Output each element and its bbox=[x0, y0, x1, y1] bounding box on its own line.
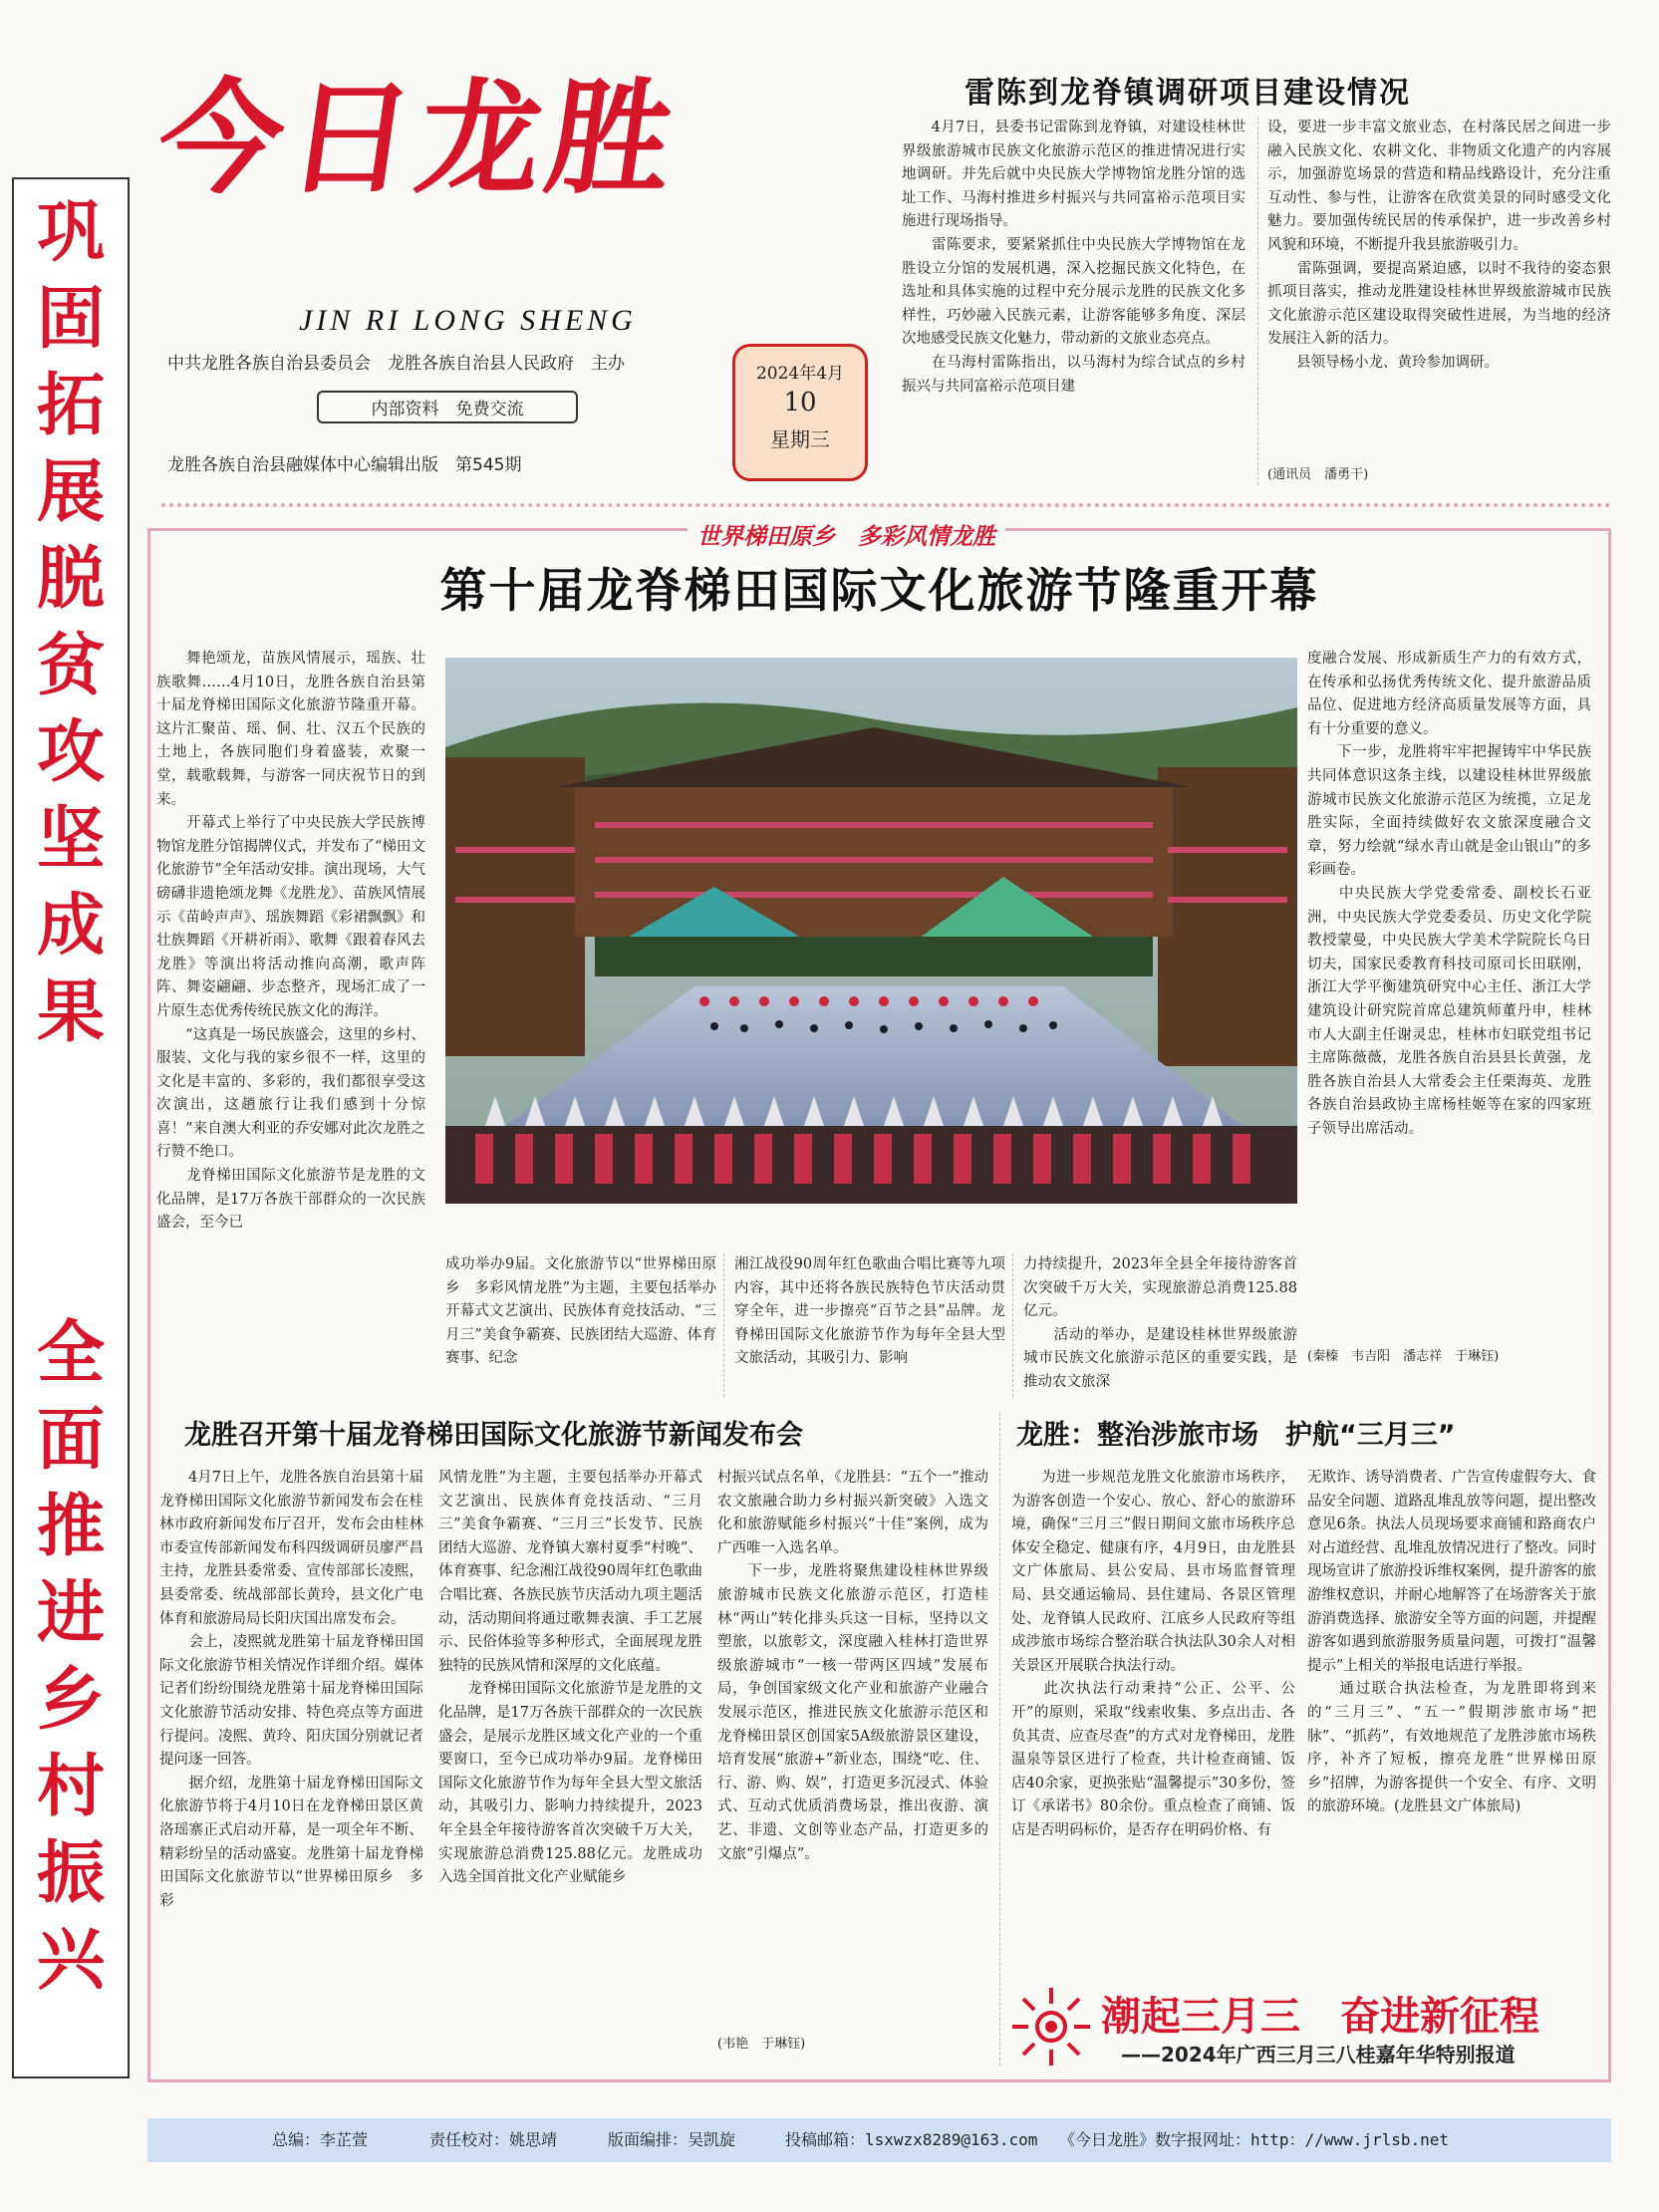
feature-col-m2: 湘江战役90周年红色歌曲合唱比赛等九项内容，其中还将各族民族特色节庆活动贯穿全年，进一步擦亮“百节之县”品牌。龙脊梯田国际文化旅游节作为每年全县大型文旅活动，其吸引力、影响 bbox=[734, 1256, 1005, 1367]
column-divider bbox=[999, 1413, 1000, 2066]
promo-subtitle: ——2024年广西三月三八桂嘉年华特别报道 bbox=[1121, 2043, 1516, 2067]
top-article-col2: 设，要进一步丰富文旅业态，在村落民居之间进一步融入民族文化、农耕文化、非物质文化遗产的内容展示，加强游览场景的营造和精品线路设计，充分注重互动性、参与性，让游客在欣赏美景的同时感受文化魅力。要加强传统民居的传承保护，进一步改善乡村风貌和环境，不断提升我县旅游吸引力。 雷陈强调，要提高紧迫感，以时不我待的姿态狠抓项目落实，推动龙胜建设桂林世界级旅游城市民族文化旅游示范区建设取得突破性进展，为当地的经济发展注入新的活力。 县领导杨小龙、黄玲参加调研。 bbox=[1267, 120, 1611, 371]
date-weekday: 星期三 bbox=[770, 427, 830, 451]
feature-byline: (秦榛 韦吉阳 潘志祥 于琳钰) bbox=[1307, 1349, 1500, 1364]
news2-headline: 龙胜召开第十届龙脊梯田国际文化旅游节新闻发布会 bbox=[184, 1420, 803, 1451]
feature-col-m3: 力持续提升，2023年全县全年接待游客首次突破千万大关，实现旅游总消费125.88亿元。 活动的举办，是建设桂林世界级旅游城市民族文化旅游示范区的重要实践，是推动农文旅深 bbox=[1023, 1256, 1297, 1390]
top-article-col1: 4月7日，县委书记雷陈到龙脊镇，对建设桂林世界级旅游城市民族文化旅游示范区的推进情况进行实地调研。并先后就中央民族大学博物馆龙胜分馆的选址工作、马海村推进乡村振兴与共同富裕示范项目实施进行现场指导。 雷陈要求，要紧紧抓住中央民族大学博物馆在龙胜设立分馆的发展机遇，深入挖掘民族文化特色，在选址和具体实施的过程中充分展示龙胜的民族文化多样性，巧妙融入民族元素，让游客能够多角度、深层次地感受民族文化魅力，带动新的文旅业态亮点。 在马海村雷陈指出，以马海村为综合试点的乡村振兴与共同富裕示范项目建 bbox=[902, 120, 1245, 395]
masthead-title: 今日龙胜 bbox=[148, 67, 689, 211]
feature-kicker: 世界梯田原乡 多彩风情龙胜 bbox=[688, 518, 1005, 551]
news2-col1: 4月7日上午，龙胜各族自治县第十届龙脊梯田国际文化旅游节新闻发布会在桂林市政府新闻发布厅召开，发布会由桂林市委宣传部新闻发布科四级调研员廖严昌主持，龙胜县委常委、宣传部部长凌熙，县委常委、统战部部长黄玲，县文化广电体育和旅游局局长阳庆国出席发布会。 会上，凌熙就龙胜第十届龙脊梯田国际文化旅游节相关情况作详细介绍。媒体记者们纷纷围绕龙胜第十届龙脊梯田国际文化旅游节活动安排、特色亮点等方面进行提问。凌熙、黄玲、阳庆国分别就记者提问逐一回答。 据介绍，龙胜第十届龙脊梯田国际文化旅游节将于4月10日在龙脊梯田景区黄洛瑶寨正式启动开幕，是一项全年不断、精彩纷呈的活动盛宴。龙胜第十届龙脊梯田国际文化旅游节以“世界梯田原乡 多彩 bbox=[159, 1470, 423, 1909]
top-article-headline: 雷陈到龙脊镇调研项目建设情况 bbox=[965, 76, 1411, 111]
date-month: 2024年4月 bbox=[755, 364, 845, 384]
feature-col-right: 度融合发展、形成新质生产力的有效方式，在传承和弘扬优秀传统文化、提升旅游品质品位、促进地方经济高质量发展等方面，具有十分重要的意义。 下一步，龙胜将牢牢把握铸牢中华民族共同体意识这条主线，以建设桂林世界级旅游城市民族文化旅游示范区为统揽，立足龙胜实际，全面持续做好农文旅深度融合文章，努力绘就“绿水青山就是金山银山”的多彩画卷。 中央民族大学党委常委、副校长石亚洲，中央民族大学党委委员、历史文化学院教授蒙曼，中央民族大学美术学院院长乌日切夫，国家民委教育科技司原司长田联刚，浙江大学平衡建筑研究中心主任、浙江大学建筑设计研究院首席总建筑师董丹申，桂林市人大副主任谢灵忠，桂林市妇联党组书记主席陈薇薇，龙胜各族自治县县长黄强，龙胜各族自治县人大常委会主任栗海英、龙胜各族自治县政协主席杨桂姬等在家的四家班子领导出席活动。 bbox=[1307, 651, 1591, 1137]
news3-col2: 无欺诈、诱导消费者、广告宣传虚假夸大、食品安全问题、道路乱堆乱放等问题，提出整改意见6条。执法人员现场要求商铺和路商农户对占道经营、乱堆乱放情况进行了整改。同时现场宣讲了旅游投诉维权案例，提升游客的旅游维权意识，并耐心地解答了在场游客关于旅游消费选择、旅游安全等方面的问题，并提醒游客如遇到旅游服务质量问题，可拨打“温馨提示”上相关的举报电话进行举报。 通过联合执法检查，为龙胜即将到来的“三月三”、“五一”假期涉旅市场“把脉”、“抓药”，有效地规范了龙胜涉旅市场秩序，补齐了短板，擦亮龙胜“世界梯田原乡”招牌，为游客提供一个安全、有序、文明的旅游环境。(龙胜县文广体旅局) bbox=[1307, 1470, 1596, 1815]
date-box bbox=[732, 344, 868, 481]
footer-website[interactable]: 《今日龙胜》数字报网址：http：//www.jrlsb.net bbox=[1059, 2130, 1450, 2149]
footer-layout-editor: 版面编排：吴凯旋 bbox=[608, 2130, 736, 2149]
side-slogan-1: 巩固拓展脱贫攻坚成果 bbox=[36, 193, 105, 1052]
footer-bar bbox=[147, 2118, 1611, 2162]
promo-title: 潮起三月三 奋进新征程 bbox=[1101, 1994, 1539, 2040]
column-divider bbox=[723, 1253, 724, 1397]
feature-headline: 第十届龙脊梯田国际文化旅游节隆重开幕 bbox=[439, 564, 1319, 619]
side-slogan-2: 全面推进乡村振兴 bbox=[36, 1314, 105, 2000]
masthead-note: 内部资料 免费交流 bbox=[317, 391, 578, 423]
masthead-publisher: 龙胜各族自治县融媒体中心编辑出版 第545期 bbox=[167, 455, 522, 475]
news2-byline: (韦艳 于琳钰) bbox=[717, 2037, 806, 2052]
news2-col2: 风情龙胜”为主题，主要包括举办开幕式文艺演出、民族体育竞技活动、“三月三”美食争霸赛、“三月三”长发节、民族团结大巡游、龙脊镇大寨村夏季“村晚”、体育赛事、纪念湘江战役90周年红色歌曲合唱比赛、各族民族节庆活动九项主题活动，活动期间将通过歌舞表演、手工艺展示、民俗体验等多种形式，全面展现龙胜独特的民族风情和深厚的文化底蕴。 龙脊梯田国际文化旅游节是龙胜的文化品牌，是17万各族干部群众的一次民族盛会，是展示龙胜区域文化产业的一个重要窗口，至今已成功举办9届。龙脊梯田国际文化旅游节作为每年全县大型文旅活动，其吸引力、影响力持续提升，2023年全县全年接待游客首次突破千万大关，实现旅游总消费125.88亿元。龙胜成功入选全国首批文化产业赋能乡 bbox=[438, 1470, 702, 1886]
feature-col-left: 舞艳颂龙，苗族风情展示，瑶族、壮族歌舞……4月10日，龙胜各族自治县第十届龙脊梯田国际文化旅游节隆重开幕。这片汇聚苗、瑶、侗、壮、汉五个民族的土地上，各族同胞们身着盛装，欢聚一堂，载歌载舞，与游客一同庆祝节日的到来。 开幕式上举行了中央民族大学民族博物馆龙胜分馆揭牌仪式，并发布了“梯田文化旅游节”全年活动安排。演出现场，大气磅礴非遗艳颂龙舞《龙胜龙》、苗族风情展示《苗岭声声》、瑶族舞蹈《彩裙飘飘》和壮族舞蹈《开耕祈雨》、歌舞《跟着春风去龙胜》等演出将活动推向高潮，歌声阵阵、舞姿翩翩、步态整齐，现场汇成了一片原生态优秀传统民族文化的海洋。 “这真是一场民族盛会，这里的乡村、服装、文化与我的家乡很不一样，这里的文化是丰富的、多彩的，我们都很享受这次演出，这趟旅行让我们感到十分惊喜！”来自澳大利亚的乔安娜对此次龙胜之行赞不绝口。 龙脊梯田国际文化旅游节是龙胜的文化品牌，是17万各族干部群众的一次民族盛会，至今已 bbox=[156, 651, 425, 1232]
feature-col-m1: 成功举办9届。文化旅游节以“世界梯田原乡 多彩风情龙胜”为主题，主要包括举办开幕式文艺演出、民族体育竞技活动、“三月三”美食争霸赛、民族团结大巡游、体育赛事、纪念 bbox=[445, 1256, 716, 1367]
masthead-pinyin: JIN RI LONG SHENG bbox=[299, 304, 637, 337]
footer-proofreader: 责任校对：姚思靖 bbox=[429, 2130, 558, 2149]
news3-col1: 为进一步规范龙胜文化旅游市场秩序，为游客创造一个安心、放心、舒心的旅游环境，确保“三月三”假日期间文旅市场秩序总体安全稳定、健康有序，4月9日，由龙胜县文广体旅局、县公安局、县市场监督管理局、县交通运输局、县住建局、各景区管理处、龙脊镇人民政府、江底乡人民政府等组成涉旅市场综合整治联合执法队30余人对相关景区开展联合执法行动。 此次执法行动秉持“公正、公平、公开”的原则，采取“线索收集、多点出击、各负其责、应查尽查”的方式对龙脊梯田，龙胜温泉等景区进行了检查，共计检查商铺、饭店40余家，更换张贴“温馨提示”30多份，签订《承诺书》80余份。重点检查了商铺、饭店是否明码标价，是否存在明码价格、有 bbox=[1011, 1470, 1295, 1838]
date-day: 10 bbox=[783, 388, 817, 417]
top-article-byline: (通讯员 潘勇干) bbox=[1267, 467, 1369, 482]
masthead-sponsor: 中共龙胜各族自治县委员会 龙胜各族自治县人民政府 主办 bbox=[167, 354, 625, 374]
festival-photo-image bbox=[445, 658, 1297, 1204]
footer-email[interactable]: 投稿邮箱：lsxwzx8289@163.com bbox=[785, 2130, 1038, 2149]
footer-chief-editor: 总编：李芷萱 bbox=[272, 2130, 369, 2149]
column-divider bbox=[1012, 1253, 1013, 1397]
section-divider bbox=[161, 503, 1611, 507]
news2-col3: 村振兴试点名单，《龙胜县：“五个一”推动农文旅融合助力乡村振兴新突破》入选文化和旅游赋能乡村振兴“十佳”案例，成为广西唯一入选名单。 下一步，龙胜将聚焦建设桂林世界级旅游城市民族文化旅游示范区，打造桂林“两山”转化排头兵这一目标，坚持以文塑旅，以旅彰文，深度融入桂林打造世界级旅游城市“一核一带两区四域”发展布局，争创国家级文化产业和旅游产业融合发展示范区，推进民族文化旅游示范区和龙脊梯田景区创国家5A级旅游景区建设，培育发展“旅游+”新业态，围绕“吃、住、行、游、购、娱”，打造更多沉浸式、体验式、互动式优质消费场景，推出夜游、演艺、非遗、文创等业态产品，打造更多的文旅“引爆点”。 bbox=[717, 1470, 988, 1862]
sun-emblem-icon bbox=[1006, 1982, 1096, 2072]
festival-photo bbox=[445, 658, 1297, 1204]
news3-headline: 龙胜：整治涉旅市场 护航“三月三” bbox=[1016, 1420, 1456, 1451]
column-divider bbox=[1257, 117, 1258, 485]
side-banner bbox=[12, 177, 130, 2078]
